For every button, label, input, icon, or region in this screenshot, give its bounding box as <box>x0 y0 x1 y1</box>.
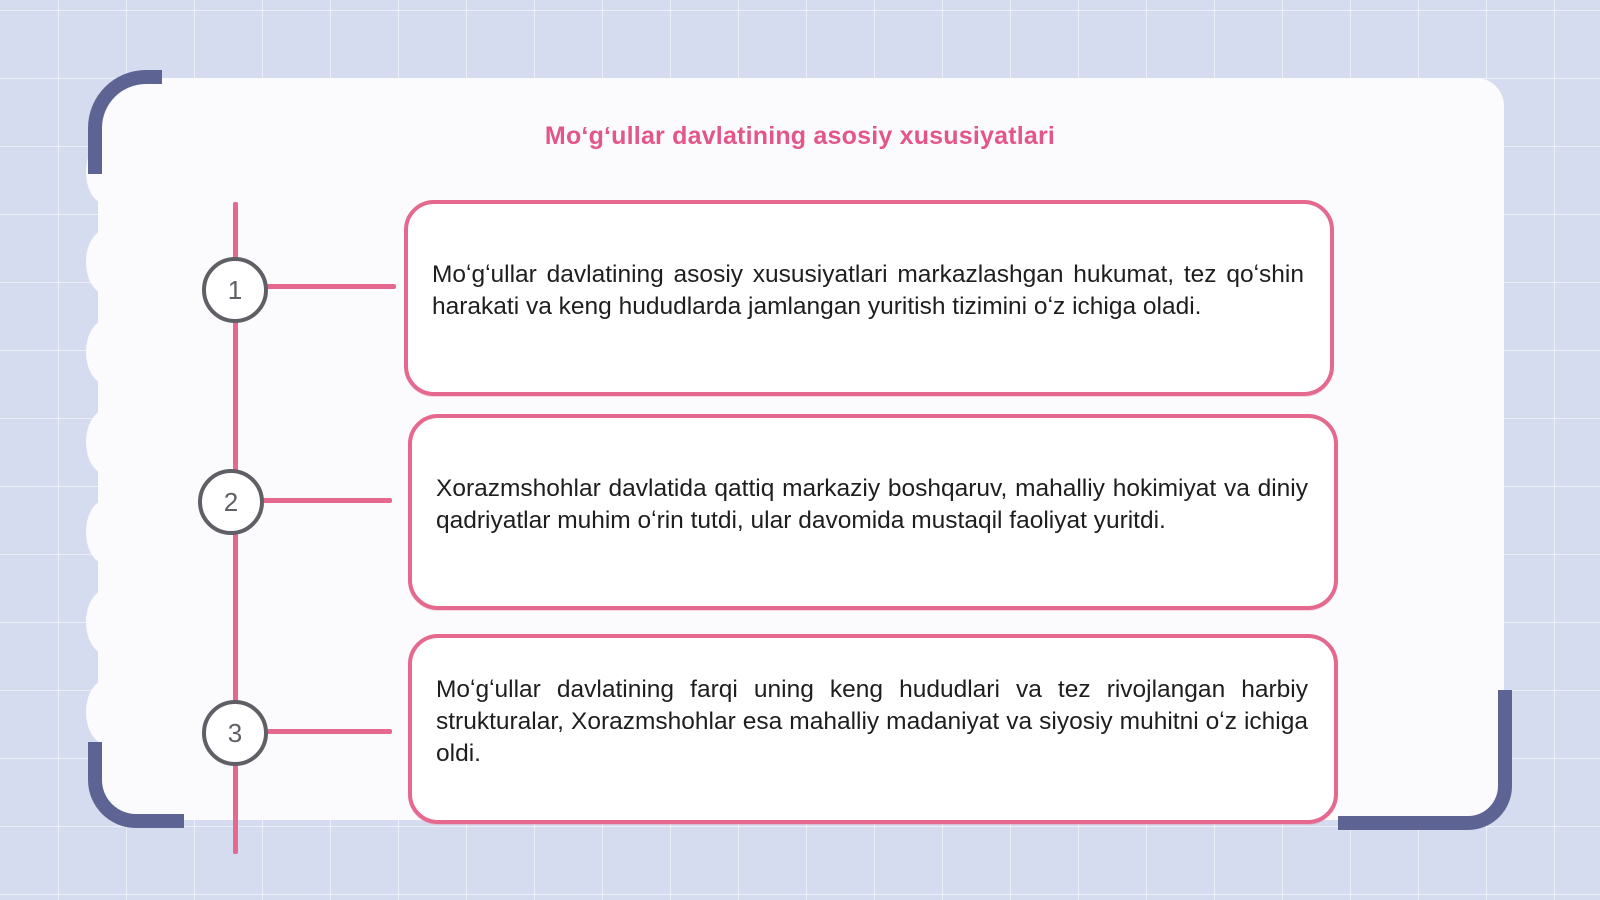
step-3-text: Moʻgʻullar davlatining farqi uning keng hududlari va tez rivojlangan harbiy strukturalar, Xorazmshohlar esa mahalliy madaniyat va siyosiy muhitni oʻz ichiga oldi. <box>436 676 1308 767</box>
frame-corner-top-left <box>88 70 162 174</box>
step-3-connector <box>266 729 392 734</box>
step-2-card <box>408 414 1338 610</box>
sheet-scallop <box>86 230 126 294</box>
sheet-scallop <box>86 320 126 384</box>
step-3-number: 3 <box>202 700 268 766</box>
step-2-number: 2 <box>198 469 264 535</box>
step-2-connector <box>262 498 392 503</box>
sheet-scallop <box>86 680 126 744</box>
frame-corner-bottom-right <box>1338 690 1512 830</box>
sheet-scallop <box>86 590 126 654</box>
step-1-text: Moʻgʻullar davlatining asosiy xususiyatlari markazlashgan hukumat, tez qoʻshin harakati va keng hududlarda jamlangan yuritish tizimini oʻz ichiga oladi. <box>432 261 1304 320</box>
step-2-text: Xorazmshohlar davlatida qattiq markaziy boshqaruv, mahalliy hokimiyat va diniy qadriyatlar muhim oʻrin tutdi, ular davomida mustaqil faoliyat yuritdi. <box>436 475 1308 534</box>
step-3-card <box>408 634 1338 824</box>
step-1-connector <box>266 284 396 289</box>
sheet-scallop <box>86 500 126 564</box>
step-1-card <box>404 200 1334 396</box>
sheet-scallop <box>86 410 126 474</box>
frame-corner-bottom-left <box>88 742 184 828</box>
page-title: Moʻgʻullar davlatining asosiy xususiyatlari <box>544 122 1056 150</box>
step-1-number: 1 <box>202 257 268 323</box>
